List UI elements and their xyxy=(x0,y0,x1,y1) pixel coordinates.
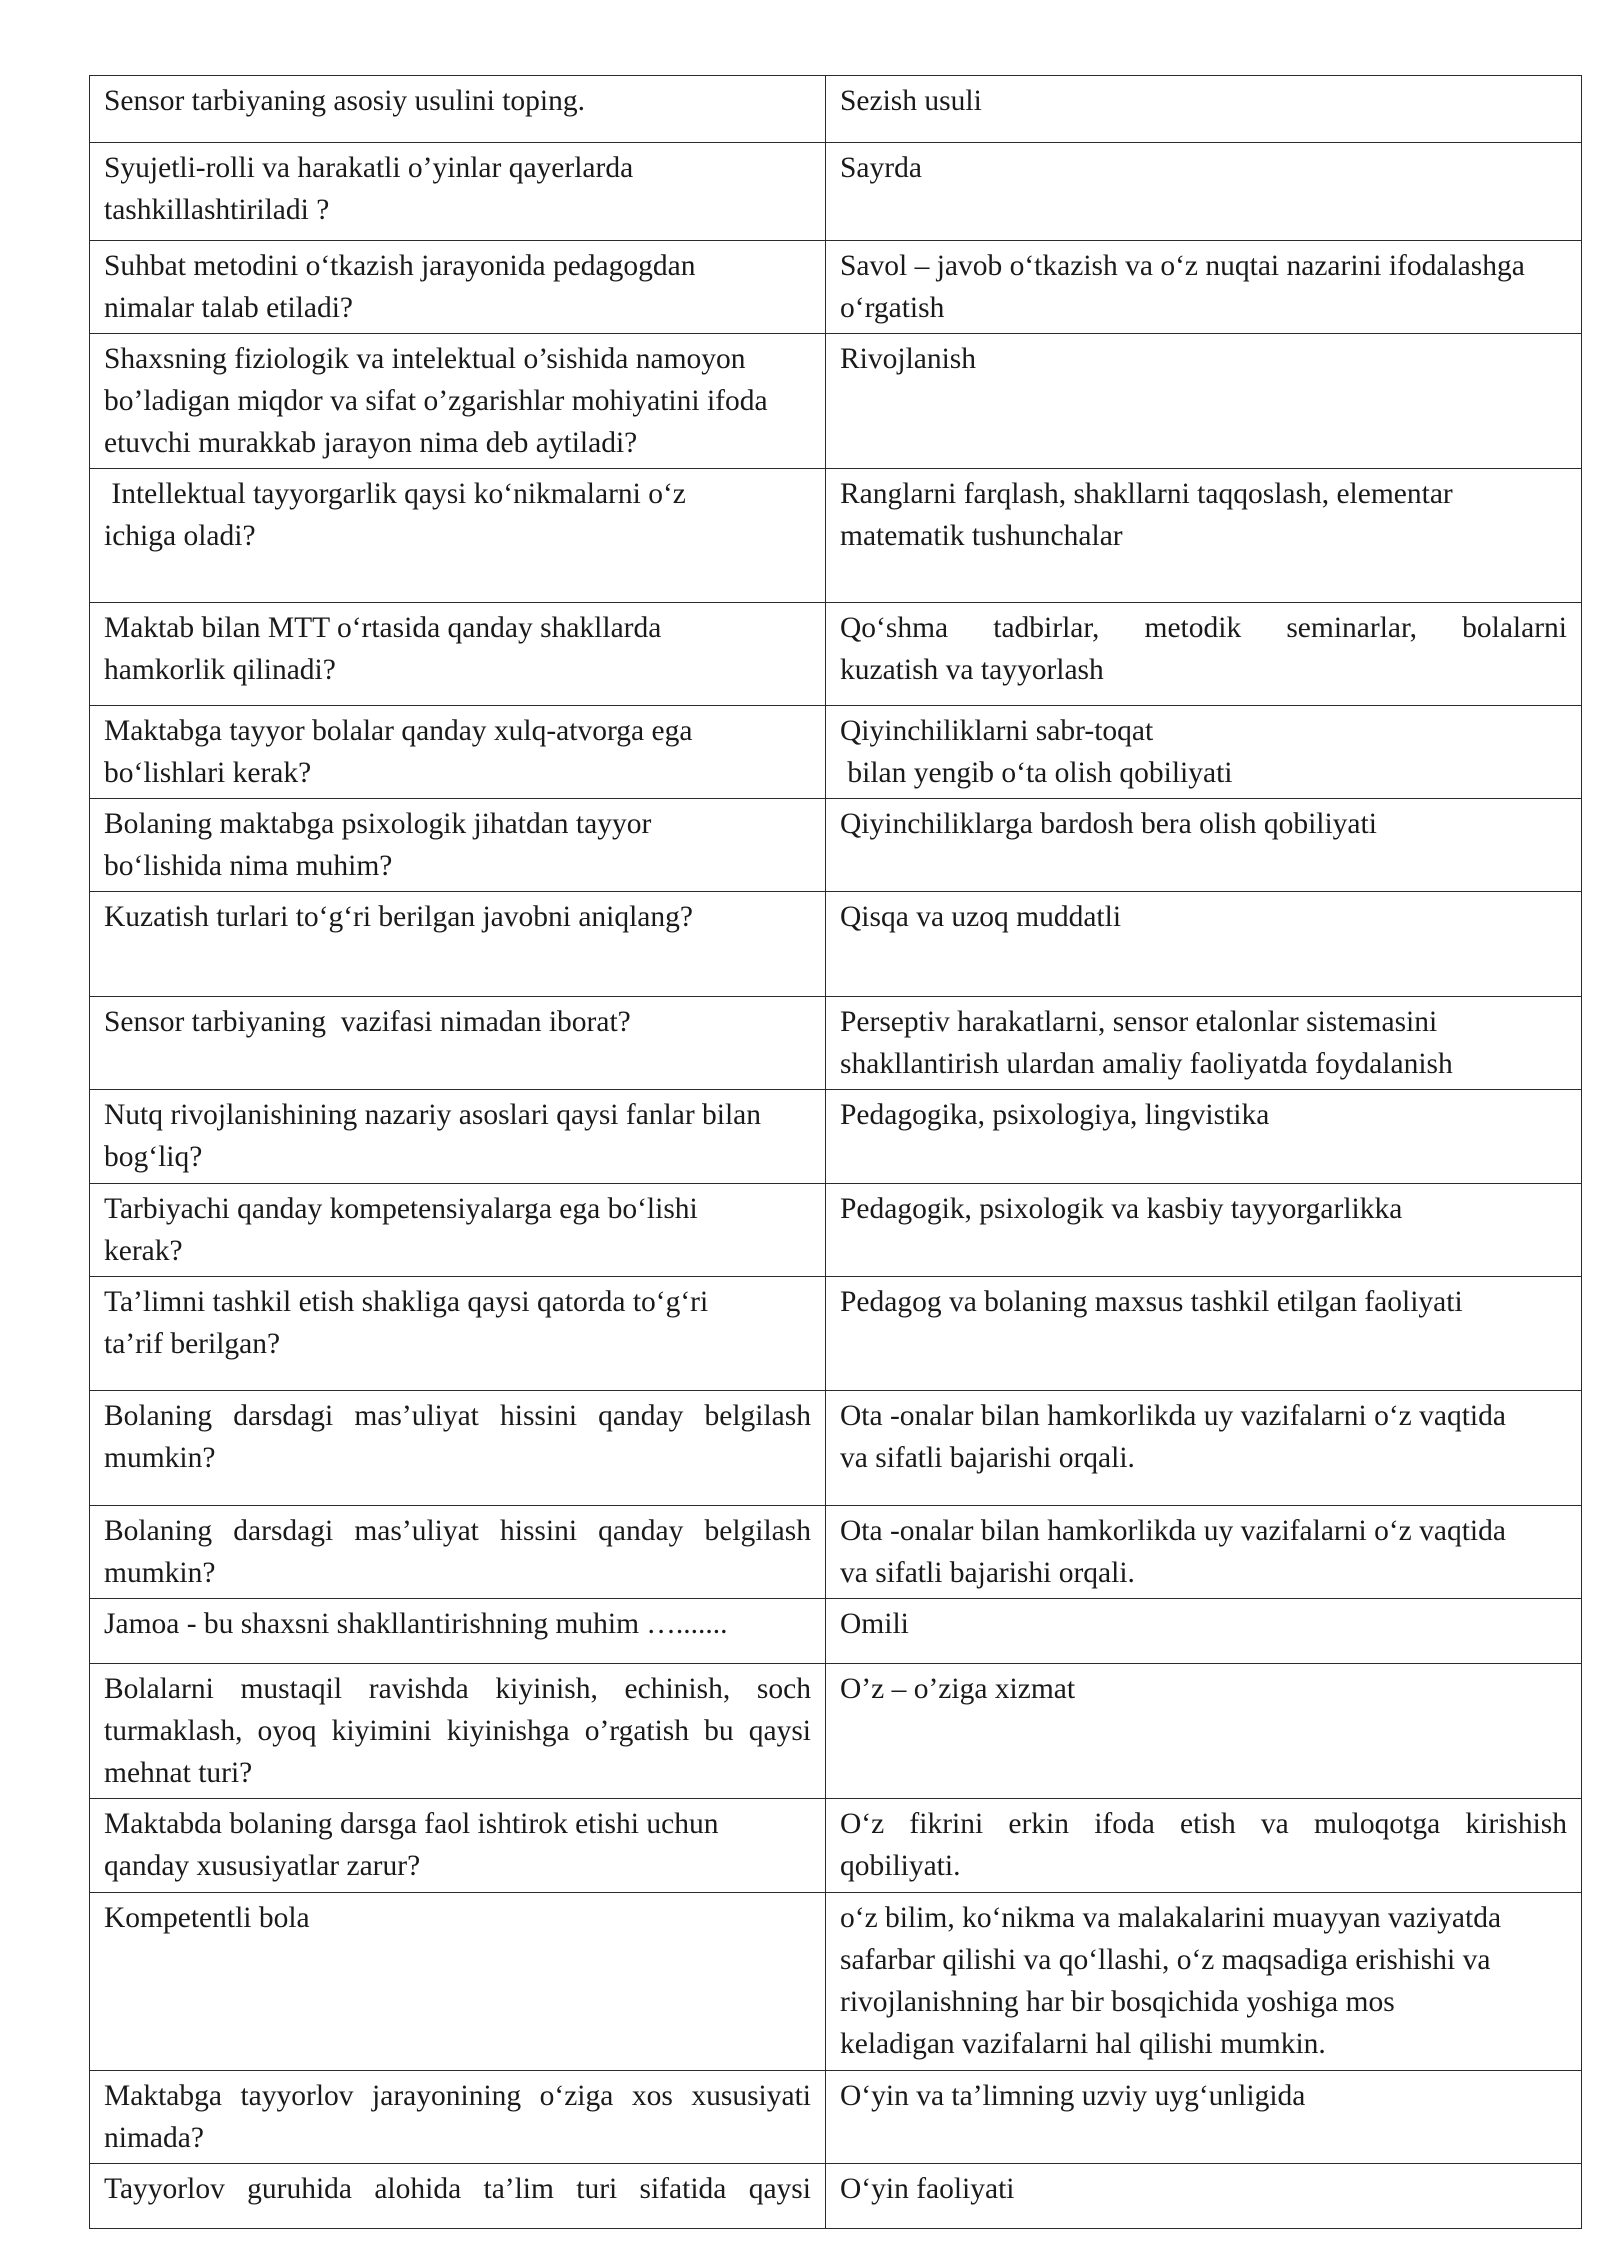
table-row xyxy=(90,143,1582,241)
question-cell xyxy=(90,1506,826,1599)
table-row xyxy=(90,76,1582,143)
table-row xyxy=(90,892,1582,997)
cell-text-line: Ta’limni tashkil etish shakliga qaysi qatorda to‘g‘ri xyxy=(104,1286,709,1318)
cell-text-line: Sensor tarbiyaning asosiy usulini toping. xyxy=(104,85,585,117)
question-cell xyxy=(90,1599,826,1664)
answer-cell xyxy=(826,2071,1582,2164)
question-cell xyxy=(90,799,826,892)
cell-text-line: bog‘liq? xyxy=(104,1141,203,1173)
cell-text-line: safarbar qilishi va qo‘llashi, o‘z maqsadiga erishishi va xyxy=(840,1944,1491,1976)
cell-text-line: Qo‘shma tadbirlar, metodik seminarlar, bolalarni xyxy=(840,612,1567,644)
cell-text-line: Perseptiv harakatlarni, sensor etalonlar sistemasini xyxy=(840,1006,1438,1038)
cell-text-line: Maktabga tayyor bolalar qanday xulq-atvorga ega xyxy=(104,715,693,747)
table-row xyxy=(90,1599,1582,1664)
question-cell xyxy=(90,334,826,469)
question-cell xyxy=(90,1799,826,1893)
cell-text-line: Maktab bilan MTT o‘rtasida qanday shakllarda xyxy=(104,612,662,644)
answer-cell xyxy=(826,241,1582,334)
table-row xyxy=(90,1506,1582,1599)
cell-text-line: Bolalarni mustaqil ravishda kiyinish, echinish, soch xyxy=(104,1673,811,1705)
answer-cell xyxy=(826,1664,1582,1799)
cell-text-line: Maktabda bolaning darsga faol ishtirok etishi uchun xyxy=(104,1808,719,1840)
question-cell xyxy=(90,2071,826,2164)
cell-text-line: ta’rif berilgan? xyxy=(104,1328,281,1360)
cell-text-line: bilan yengib o‘ta olish qobiliyati xyxy=(840,757,1233,789)
question-cell xyxy=(90,469,826,603)
cell-text-line: O’z – o’ziga xizmat xyxy=(840,1673,1076,1705)
table-row xyxy=(90,1893,1582,2071)
question-cell xyxy=(90,997,826,1090)
cell-text-line: turmaklash, oyoq kiyimini kiyinishga o’rgatish bu qaysi xyxy=(104,1715,811,1747)
answer-cell xyxy=(826,1506,1582,1599)
cell-text-line: bo‘lishlari kerak? xyxy=(104,757,312,789)
cell-text-line: Jamoa - bu shaxsni shakllantirishning muhim …....... xyxy=(104,1608,728,1640)
question-cell xyxy=(90,1664,826,1799)
question-cell xyxy=(90,1184,826,1277)
cell-text-line: hamkorlik qilinadi? xyxy=(104,654,336,686)
table-row xyxy=(90,2071,1582,2164)
cell-text-line: Pedagogika, psixologiya, lingvistika xyxy=(840,1099,1270,1131)
question-cell xyxy=(90,706,826,799)
cell-text-line: Sezish usuli xyxy=(840,85,982,117)
cell-text-line: keladigan vazifalarni hal qilishi mumkin. xyxy=(840,2028,1326,2060)
answer-cell xyxy=(826,997,1582,1090)
answer-cell xyxy=(826,143,1582,241)
cell-text-line: Sensor tarbiyaning vazifasi nimadan iborat? xyxy=(104,1006,631,1038)
cell-text-line: kerak? xyxy=(104,1235,183,1267)
cell-text-line: va sifatli bajarishi orqali. xyxy=(840,1557,1135,1589)
cell-text-line: Tarbiyachi qanday kompetensiyalarga ega bo‘lishi xyxy=(104,1193,698,1225)
question-cell xyxy=(90,1893,826,2071)
table-row xyxy=(90,2164,1582,2229)
table-row xyxy=(90,997,1582,1090)
cell-text-line: Ota -onalar bilan hamkorlikda uy vazifalarni o‘z vaqtida xyxy=(840,1515,1506,1547)
cell-text-line: o‘z bilim, ko‘nikma va malakalarini muayyan vaziyatda xyxy=(840,1902,1502,1934)
question-cell xyxy=(90,2164,826,2229)
answer-cell xyxy=(826,1090,1582,1184)
cell-text-line: kuzatish va tayyorlash xyxy=(840,654,1104,686)
cell-text-line: Qiyinchiliklarga bardosh bera olish qobiliyati xyxy=(840,808,1377,840)
answer-cell xyxy=(826,334,1582,469)
table-row xyxy=(90,706,1582,799)
cell-text-line: Intellektual tayyorgarlik qaysi ko‘nikmalarni o‘z xyxy=(104,478,686,510)
cell-text-line: Sayrda xyxy=(840,152,922,184)
cell-text-line: O‘yin faoliyati xyxy=(840,2173,1015,2205)
cell-text-line: Tayyorlov guruhida alohida ta’lim turi sifatida qaysi xyxy=(104,2173,811,2205)
cell-text-line: ichiga oladi? xyxy=(104,520,256,552)
cell-text-line: mumkin? xyxy=(104,1557,216,1589)
cell-text-line: Syujetli-rolli va harakatli o’yinlar qayerlarda xyxy=(104,152,634,184)
cell-text-line: Rivojlanish xyxy=(840,343,977,375)
cell-text-line: o‘rgatish xyxy=(840,292,945,324)
cell-text-line: Maktabga tayyorlov jarayonining o‘ziga xos xususiyati xyxy=(104,2080,811,2112)
answer-cell xyxy=(826,1391,1582,1506)
cell-text-line: nimada? xyxy=(104,2122,204,2154)
table-row xyxy=(90,241,1582,334)
cell-text-line: bo’ladigan miqdor va sifat o’zgarishlar mohiyatini ifoda xyxy=(104,385,768,417)
question-cell xyxy=(90,892,826,997)
question-cell xyxy=(90,241,826,334)
cell-text-line: shakllantirish ulardan amaliy faoliyatda foydalanish xyxy=(840,1048,1453,1080)
cell-text-line: Pedagogik, psixologik va kasbiy tayyorgarlikka xyxy=(840,1193,1403,1225)
table-row xyxy=(90,1184,1582,1277)
answer-cell xyxy=(826,469,1582,603)
table-row xyxy=(90,603,1582,706)
answer-cell xyxy=(826,892,1582,997)
table-row xyxy=(90,1277,1582,1391)
qa-table-body xyxy=(90,76,1582,2229)
answer-cell xyxy=(826,706,1582,799)
cell-text-line: bo‘lishida nima muhim? xyxy=(104,850,393,882)
question-cell xyxy=(90,143,826,241)
answer-cell xyxy=(826,1184,1582,1277)
cell-text-line: etuvchi murakkab jarayon nima deb aytiladi? xyxy=(104,427,638,459)
cell-text-line: Ota -onalar bilan hamkorlikda uy vazifalarni o‘z vaqtida xyxy=(840,1400,1506,1432)
table-row xyxy=(90,1391,1582,1506)
cell-text-line: Savol – javob o‘tkazish va o‘z nuqtai nazarini ifodalashga xyxy=(840,250,1525,282)
cell-text-line: Bolaning darsdagi mas’uliyat hissini qanday belgilash xyxy=(104,1400,811,1432)
answer-cell xyxy=(826,76,1582,143)
cell-text-line: matematik tushunchalar xyxy=(840,520,1123,552)
answer-cell xyxy=(826,1893,1582,2071)
cell-text-line: Ranglarni farqlash, shakllarni taqqoslash, elementar xyxy=(840,478,1453,510)
question-cell xyxy=(90,603,826,706)
cell-text-line: va sifatli bajarishi orqali. xyxy=(840,1442,1135,1474)
cell-text-line: rivojlanishning har bir bosqichida yoshiga mos xyxy=(840,1986,1395,2018)
cell-text-line: Qisqa va uzoq muddatli xyxy=(840,901,1122,933)
cell-text-line: mehnat turi? xyxy=(104,1757,253,1789)
cell-text-line: Suhbat metodini o‘tkazish jarayonida pedagogdan xyxy=(104,250,696,282)
cell-text-line: O‘yin va ta’limning uzviy uyg‘unligida xyxy=(840,2080,1306,2112)
cell-text-line: mumkin? xyxy=(104,1442,216,1474)
table-row xyxy=(90,469,1582,603)
cell-text-line: Omili xyxy=(840,1608,909,1640)
cell-text-line: Nutq rivojlanishining nazariy asoslari qaysi fanlar bilan xyxy=(104,1099,762,1131)
table-row xyxy=(90,334,1582,469)
cell-text-line: nimalar talab etiladi? xyxy=(104,292,353,324)
question-cell xyxy=(90,1090,826,1184)
answer-cell xyxy=(826,1599,1582,1664)
answer-cell xyxy=(826,603,1582,706)
cell-text-line: Qiyinchiliklarni sabr-toqat xyxy=(840,715,1154,747)
cell-text-line: Shaxsning fiziologik va intelektual o’sishida namoyon xyxy=(104,343,746,375)
cell-text-line: tashkillashtiriladi ? xyxy=(104,194,330,226)
answer-cell xyxy=(826,1277,1582,1391)
question-cell xyxy=(90,1391,826,1506)
table-row xyxy=(90,799,1582,892)
cell-text-line: qanday xususiyatlar zarur? xyxy=(104,1850,421,1882)
answer-cell xyxy=(826,2164,1582,2229)
cell-text-line: Bolaning maktabga psixologik jihatdan tayyor xyxy=(104,808,652,840)
cell-text-line: Kuzatish turlari to‘g‘ri berilgan javobni aniqlang? xyxy=(104,901,693,933)
table-row xyxy=(90,1799,1582,1893)
answer-cell xyxy=(826,1799,1582,1893)
table-row xyxy=(90,1090,1582,1184)
table-row xyxy=(90,1664,1582,1799)
cell-text-line: Pedagog va bolaning maxsus tashkil etilgan faoliyati xyxy=(840,1286,1463,1318)
cell-text-line: qobiliyati. xyxy=(840,1850,961,1882)
cell-text-line: O‘z fikrini erkin ifoda etish va muloqotga kirishish xyxy=(840,1808,1567,1840)
qa-table xyxy=(89,75,1582,2229)
answer-cell xyxy=(826,799,1582,892)
cell-text-line: Bolaning darsdagi mas’uliyat hissini qanday belgilash xyxy=(104,1515,811,1547)
question-cell xyxy=(90,1277,826,1391)
cell-text-line: Kompetentli bola xyxy=(104,1902,310,1934)
question-cell xyxy=(90,76,826,143)
